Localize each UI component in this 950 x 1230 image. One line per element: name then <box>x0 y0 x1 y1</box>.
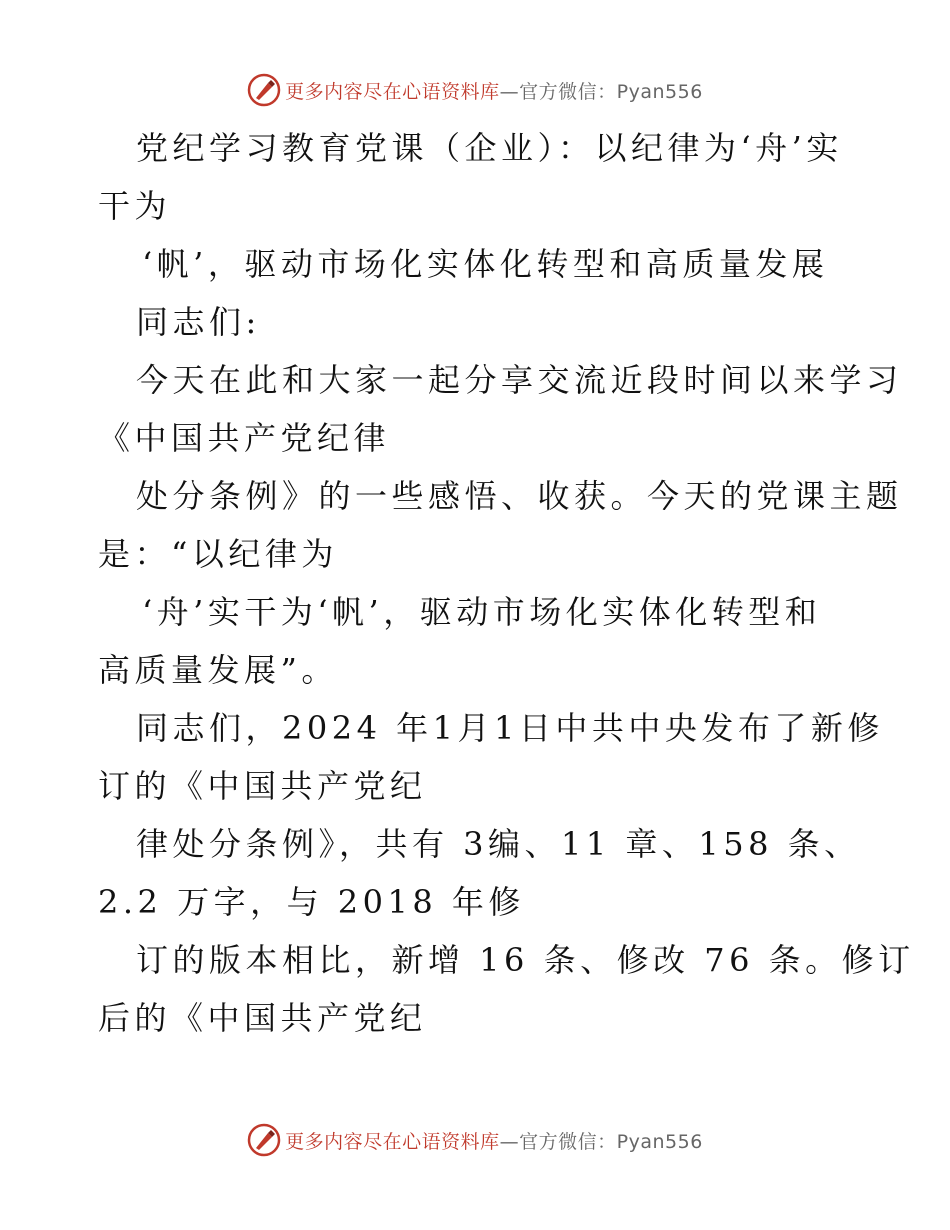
paragraph-line: 订的《中国共产党纪 <box>98 767 427 805</box>
paragraph-line: 是：“以纪律为 <box>98 535 338 573</box>
banner-text <box>285 77 703 104</box>
paragraph-line: 同志们，2024 年1月1日中共中央发布了新修 <box>136 709 884 747</box>
salutation: 同志们: <box>136 303 261 341</box>
title-line-1: 党纪学习教育党课（企业）：以纪律为‘舟’实 <box>136 129 843 167</box>
banner-promo-text: 更多内容尽在心语资料库 <box>285 1130 500 1153</box>
banner-dash: — <box>499 1130 520 1153</box>
paragraph-line: 高质量发展”。 <box>98 651 338 689</box>
pen-logo-icon <box>247 73 281 107</box>
subtitle-line: ‘帆’，驱动市场化实体化转型和高质量发展 <box>142 245 829 283</box>
header-banner <box>0 70 950 110</box>
paragraph-line: 后的《中国共产党纪 <box>98 999 427 1037</box>
paragraph-line: 今天在此和大家一起分享交流近段时间以来学习 <box>136 361 903 399</box>
paragraph-line: 处分条例》的一些感悟、收获。今天的党课主题 <box>136 477 903 515</box>
banner-text <box>285 1127 703 1154</box>
banner-promo-text: 更多内容尽在心语资料库 <box>285 80 500 103</box>
title-line-2: 干为 <box>98 187 172 225</box>
banner-official-text: 官方微信：Pyan556 <box>519 1130 703 1153</box>
pen-logo-icon <box>247 1123 281 1157</box>
footer-banner <box>0 1120 950 1160</box>
document-body <box>98 119 915 1047</box>
paragraph-line: 律处分条例》，共有 3编、11 章、158 条、 <box>136 825 861 863</box>
paragraph-line: 订的版本相比，新增 16 条、修改 76 条。修订 <box>136 941 915 979</box>
paragraph-line: 《中国共产党纪律 <box>98 419 391 457</box>
banner-dash: — <box>499 80 520 103</box>
paragraph-line: ‘舟’实干为‘帆’，驱动市场化实体化转型和 <box>142 593 822 631</box>
paragraph-line: 2.2 万字，与 2018 年修 <box>98 883 525 921</box>
banner-official-text: 官方微信：Pyan556 <box>519 80 703 103</box>
